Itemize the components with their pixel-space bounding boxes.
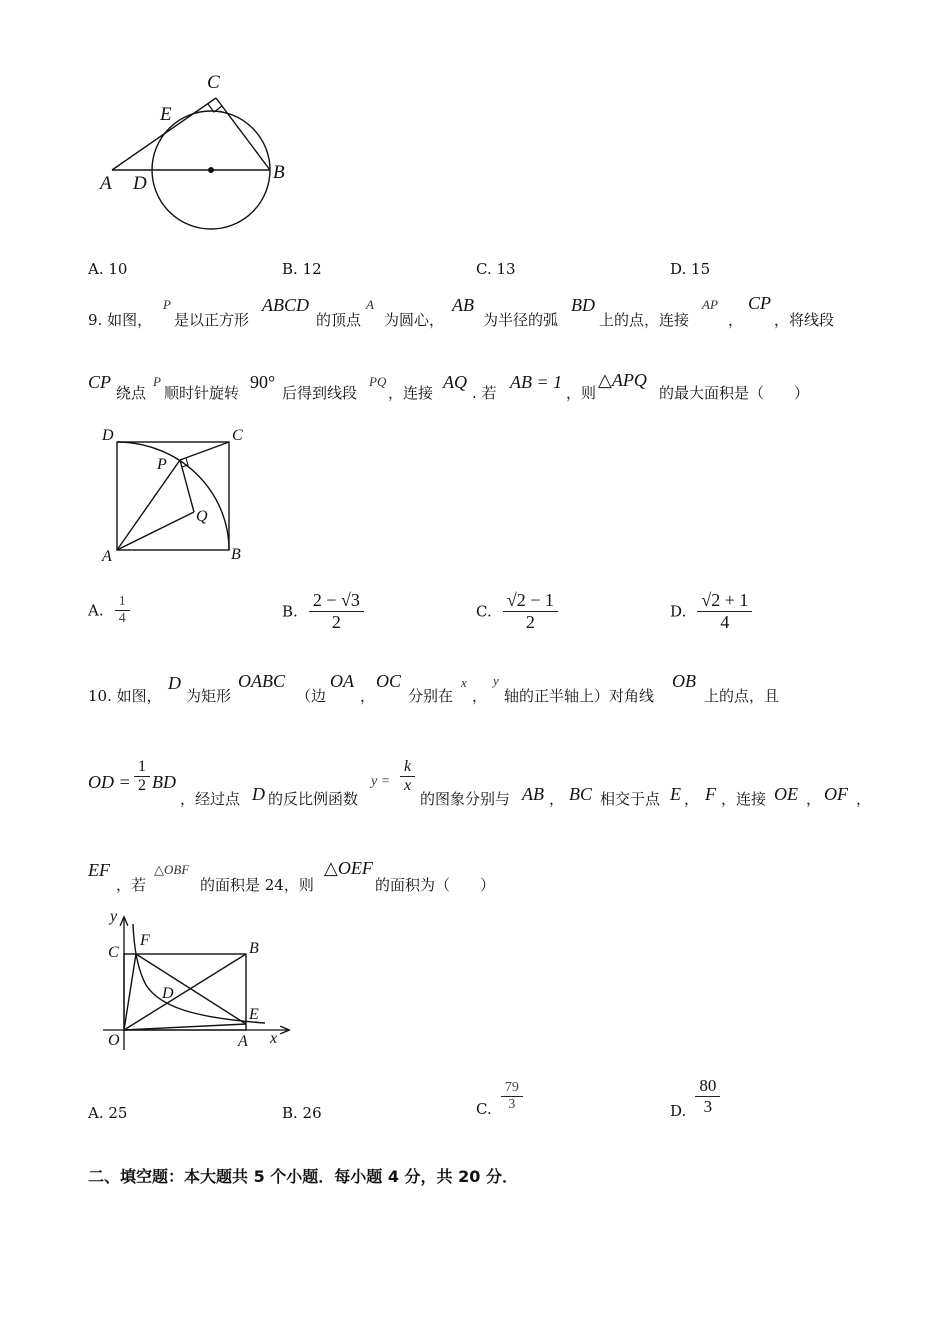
fig10-label-E: E xyxy=(249,1006,259,1023)
q8-option-c: C. 13 xyxy=(476,260,516,278)
q8-option-a: A. 10 xyxy=(88,260,128,278)
fig10-label-C: C xyxy=(108,944,119,961)
q9-arc-BD xyxy=(117,442,229,550)
q9-line-CP xyxy=(180,442,229,460)
q10-line-2: OD = 1 2 BD ，经过点 D 的反比例函数 y = k x 的图象分别与 AB ， BC 相交于点 E ， F ，连接 OE ， OF ， xyxy=(88,758,872,808)
fig10-label-B: B xyxy=(249,940,259,957)
q9-option-a: A. $\frac{1}{4}$ xyxy=(88,594,130,627)
section-2-heading: 二、填空题：本大题共 5 个小题．每小题 4 分，共 20 分． xyxy=(88,1167,518,1186)
fig9-label-A: A xyxy=(102,548,112,565)
fig10-label-y: y xyxy=(110,908,118,925)
q10-hyperbola xyxy=(133,924,265,1023)
q8-option-d: D. 15 xyxy=(670,260,711,278)
q10-option-c: C. $\frac{79}{3}$ xyxy=(476,1080,523,1113)
q10-line-OF xyxy=(124,954,136,1030)
fig9-label-C: C xyxy=(232,427,243,444)
q9-line-AQ xyxy=(117,512,194,550)
fig9-label-B: B xyxy=(231,546,241,563)
q9-line-2: CP 绕点 P 顺时针旋转 90° 后得到线段 PQ ，连接 AQ . 若 AB = 1 ，则 △APQ 的最大面积是（ ） xyxy=(88,370,810,402)
q9-option-d: D. $\frac{√2 + 1}{4}$ xyxy=(670,590,752,633)
fig10-label-O: O xyxy=(108,1032,120,1049)
q10-option-d: D. $\frac{80}{3}$ xyxy=(670,1076,720,1117)
q9-line-1: 9. 如图， P 是以正方形 ABCD 的顶点 A 为圆心， AB 为半径的弧 BD 上的点，连接 AP ， CP ，将线段 xyxy=(88,293,835,329)
q9-option-c: C. $\frac{√2 - 1}{2}$ xyxy=(476,590,558,633)
q9-line-PQ xyxy=(180,460,194,512)
fig9-label-D: D xyxy=(102,427,114,444)
q10-line-OE xyxy=(124,1024,246,1030)
q9-line-AP xyxy=(117,460,180,550)
q10-line-1: 10. 如图， D 为矩形 OABC （边 OA ， OC 分别在 x ， y 轴的正半轴上）对角线 OB 上的点，且 xyxy=(88,671,780,705)
q8-line-CB xyxy=(216,98,270,170)
fig8-label-C: C xyxy=(207,72,220,93)
fig10-label-D: D xyxy=(162,985,174,1002)
q9-option-b: B. $\frac{2 - √3}{2}$ xyxy=(282,590,364,633)
fig8-label-B: B xyxy=(273,162,285,183)
q10-line-3: EF ，若 △OBF 的面积是 24，则 △OEF 的面积为（ ） xyxy=(88,858,496,894)
q8-option-b: B. 12 xyxy=(282,260,322,278)
q8-figure xyxy=(95,70,305,235)
fig8-label-E: E xyxy=(160,104,172,125)
q9-square xyxy=(117,442,229,550)
q10-option-a: A. 25 xyxy=(88,1104,128,1122)
fig8-label-A: A xyxy=(100,173,112,194)
q8-center-dot xyxy=(208,167,214,173)
q10-option-b: B. 26 xyxy=(282,1104,322,1122)
fig9-label-P: P xyxy=(157,456,167,473)
fig10-label-A: A xyxy=(238,1033,248,1050)
fig8-label-D: D xyxy=(133,173,147,194)
fig10-label-x: x xyxy=(270,1030,278,1047)
fig10-label-F: F xyxy=(140,932,150,949)
fig9-label-Q: Q xyxy=(196,508,208,525)
